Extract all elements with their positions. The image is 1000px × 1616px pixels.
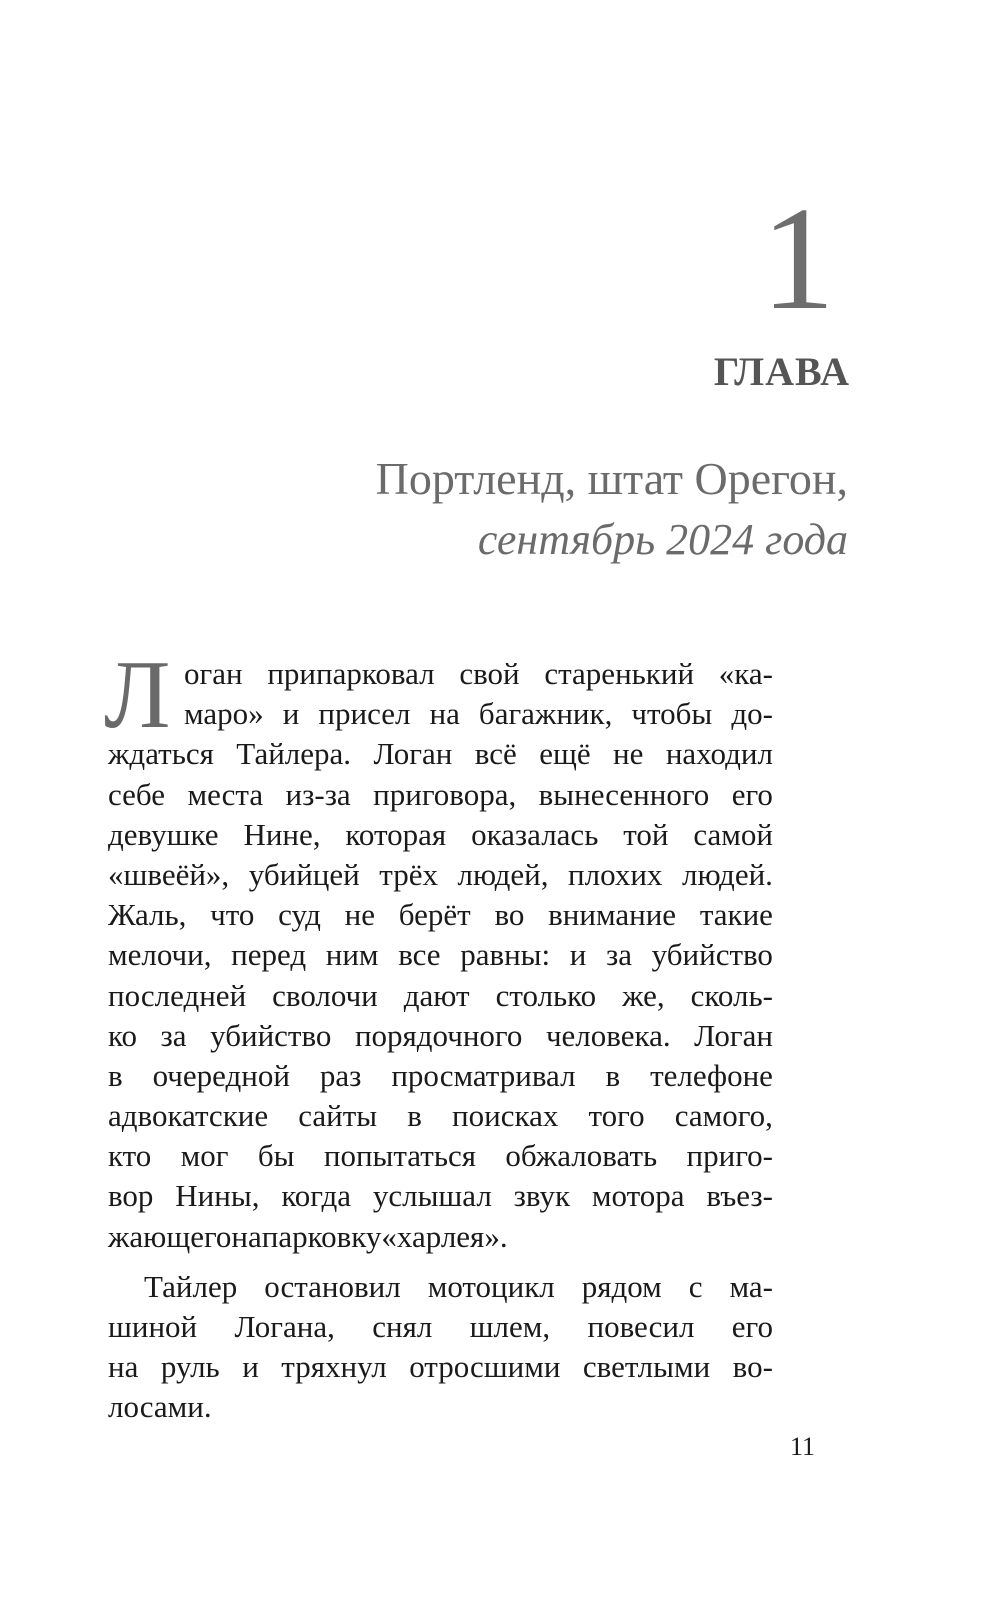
text-line: маро» и присел на багажник, чтобы до- xyxy=(184,696,773,732)
drop-cap: Л xyxy=(104,641,171,749)
body-text xyxy=(104,641,773,1428)
text-line: «швеёй», убийцей трёх людей, плохих людей. xyxy=(108,856,773,892)
text-line: лосами. xyxy=(108,1389,212,1425)
text-line: оган припарковал свой старенький «ка- xyxy=(184,656,773,691)
text-line: мелочи, перед ним все равны: и за убийство xyxy=(108,937,773,973)
chapter-label: ГЛАВА xyxy=(713,349,850,394)
text-line: шиной Логана, снял шлем, повесил его xyxy=(108,1309,773,1344)
text-line: себе места из-за приговора, вынесенного его xyxy=(108,776,773,812)
text-line: жающего на парковку «харлея». xyxy=(108,1218,508,1254)
paragraph-break xyxy=(108,1257,773,1267)
chapter-place: Портленд, штат Орегон, xyxy=(375,453,848,504)
text-line: последней сволочи дают столько же, сколь- xyxy=(108,977,773,1013)
text-line: кто мог бы попытаться обжаловать приго- xyxy=(108,1138,773,1174)
text-line: на руль и тряхнул отросшими светлыми во- xyxy=(108,1349,773,1385)
text-line: вор Нины, когда услышал звук мотора въез- xyxy=(108,1178,773,1214)
text-line: Жаль, что суд не берёт во внимание такие xyxy=(108,897,773,933)
chapter-number: 1 xyxy=(761,177,835,341)
text-line: ко за убийство порядочного человека. Логан xyxy=(108,1017,773,1053)
chapter-date: сентябрь 2024 года xyxy=(477,515,848,564)
text-line: адвокатские сайты в поисках того самого, xyxy=(108,1098,773,1134)
page-number: 11 xyxy=(789,1432,815,1461)
text-line: девушке Нине, которая оказалась той самой xyxy=(108,816,773,852)
text-line: в очередной раз просматривал в телефоне xyxy=(108,1057,773,1093)
text-line: Тайлер остановил мотоцикл рядом с ма- xyxy=(144,1268,773,1304)
text-line: ждаться Тайлера. Логан всё ещё не находил xyxy=(108,736,773,772)
